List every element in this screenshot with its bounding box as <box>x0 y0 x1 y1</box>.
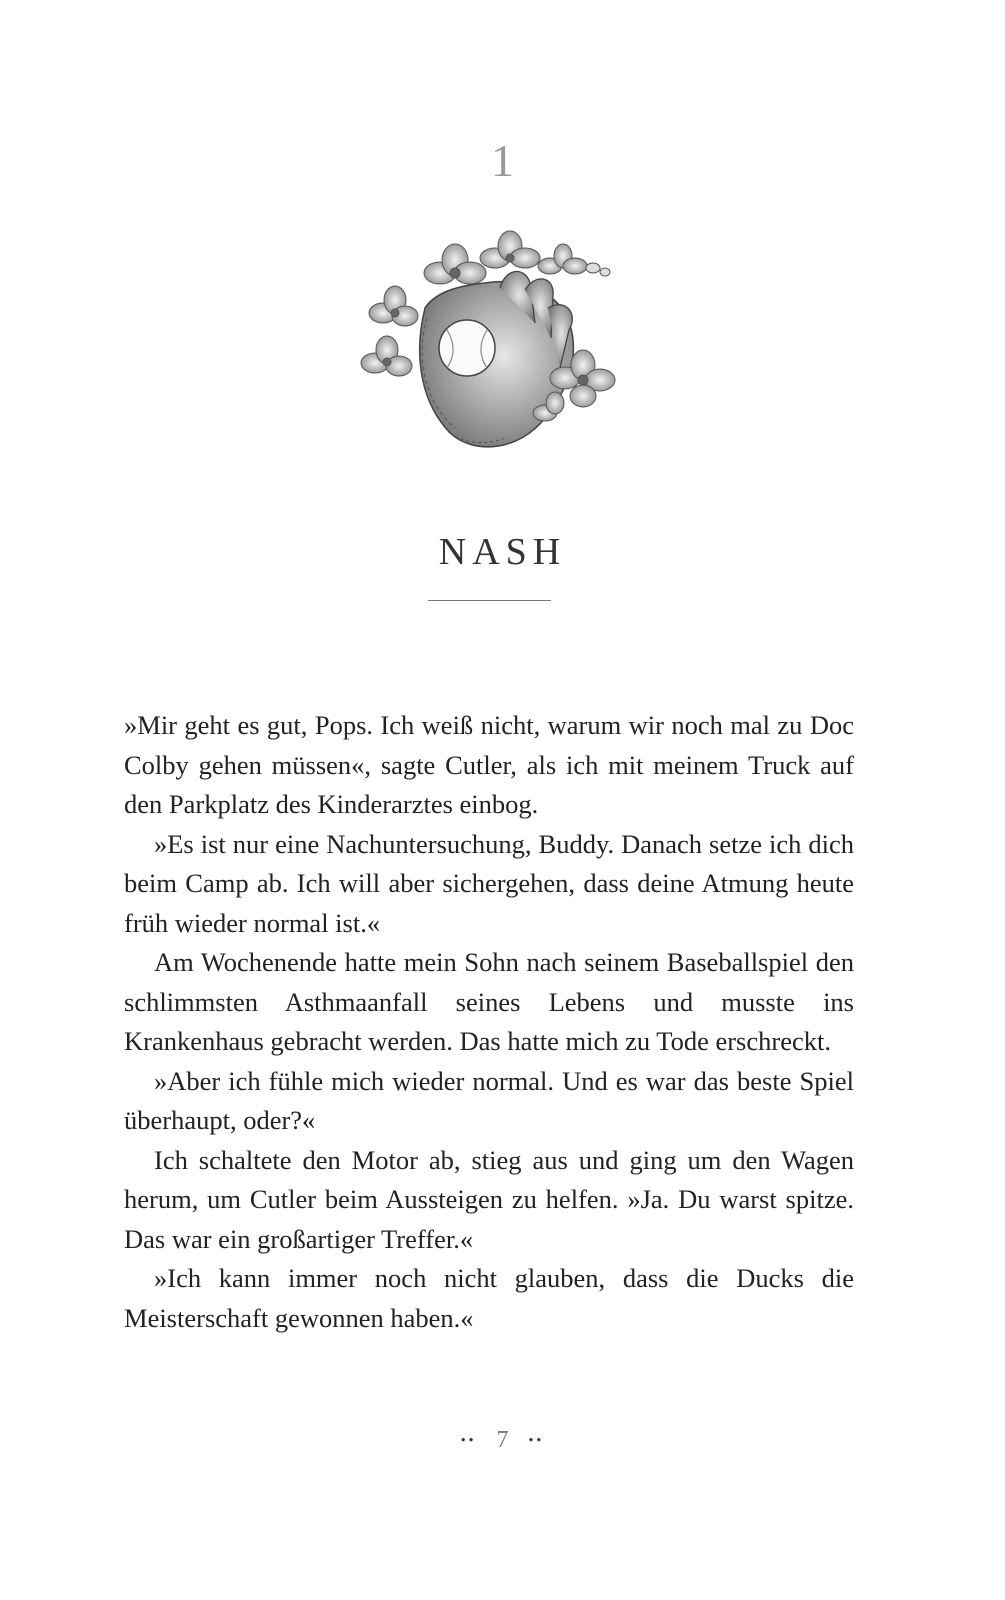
paragraph: »Aber ich fühle mich wieder normal. Und es war das beste Spiel überhaupt, oder?« <box>124 1065 854 1135</box>
footer-ornament-right: •• <box>528 1433 545 1449</box>
paragraph: »Es ist nur eine Nachuntersuchung, Buddy. Danach setze ich dich beim Camp ab. Ich will aber sichergehen, dass deine Atmung heute früh wieder normal ist.« <box>124 828 854 938</box>
page-number: 7 <box>496 1427 509 1453</box>
paragraph: »Ich kann immer noch nicht glauben, dass die Ducks die Meisterschaft gewonnen haben.« <box>124 1263 854 1333</box>
chapter-body <box>124 706 854 1338</box>
paragraph: Ich schaltete den Motor ab, stieg aus und ging um den Wagen herum, um Cutler beim Aussteigen zu helfen. »Ja. Du warst spitze. Das war ein großartiger Treffer.« <box>124 1144 854 1254</box>
page-footer <box>0 1428 1005 1452</box>
chapter-character-name: NASH <box>438 531 567 573</box>
baseball-glove-icon <box>355 228 630 468</box>
chapter-number: 1 <box>491 135 514 186</box>
title-divider <box>428 600 551 601</box>
paragraph: »Mir geht es gut, Pops. Ich weiß nicht, warum wir noch mal zu Doc Colby gehen müssen«, sagte Cutler, als ich mit meinem Truck auf den Parkplatz des Kinderarztes einbog. <box>124 710 854 819</box>
footer-ornament-left: •• <box>460 1433 477 1449</box>
paragraph: Am Wochenende hatte mein Sohn nach seinem Baseballspiel den schlimmsten Asthmaanfall seines Lebens und musste ins Krankenhaus gebracht werden. Das hatte mich zu Tode erschreckt. <box>124 947 854 1056</box>
